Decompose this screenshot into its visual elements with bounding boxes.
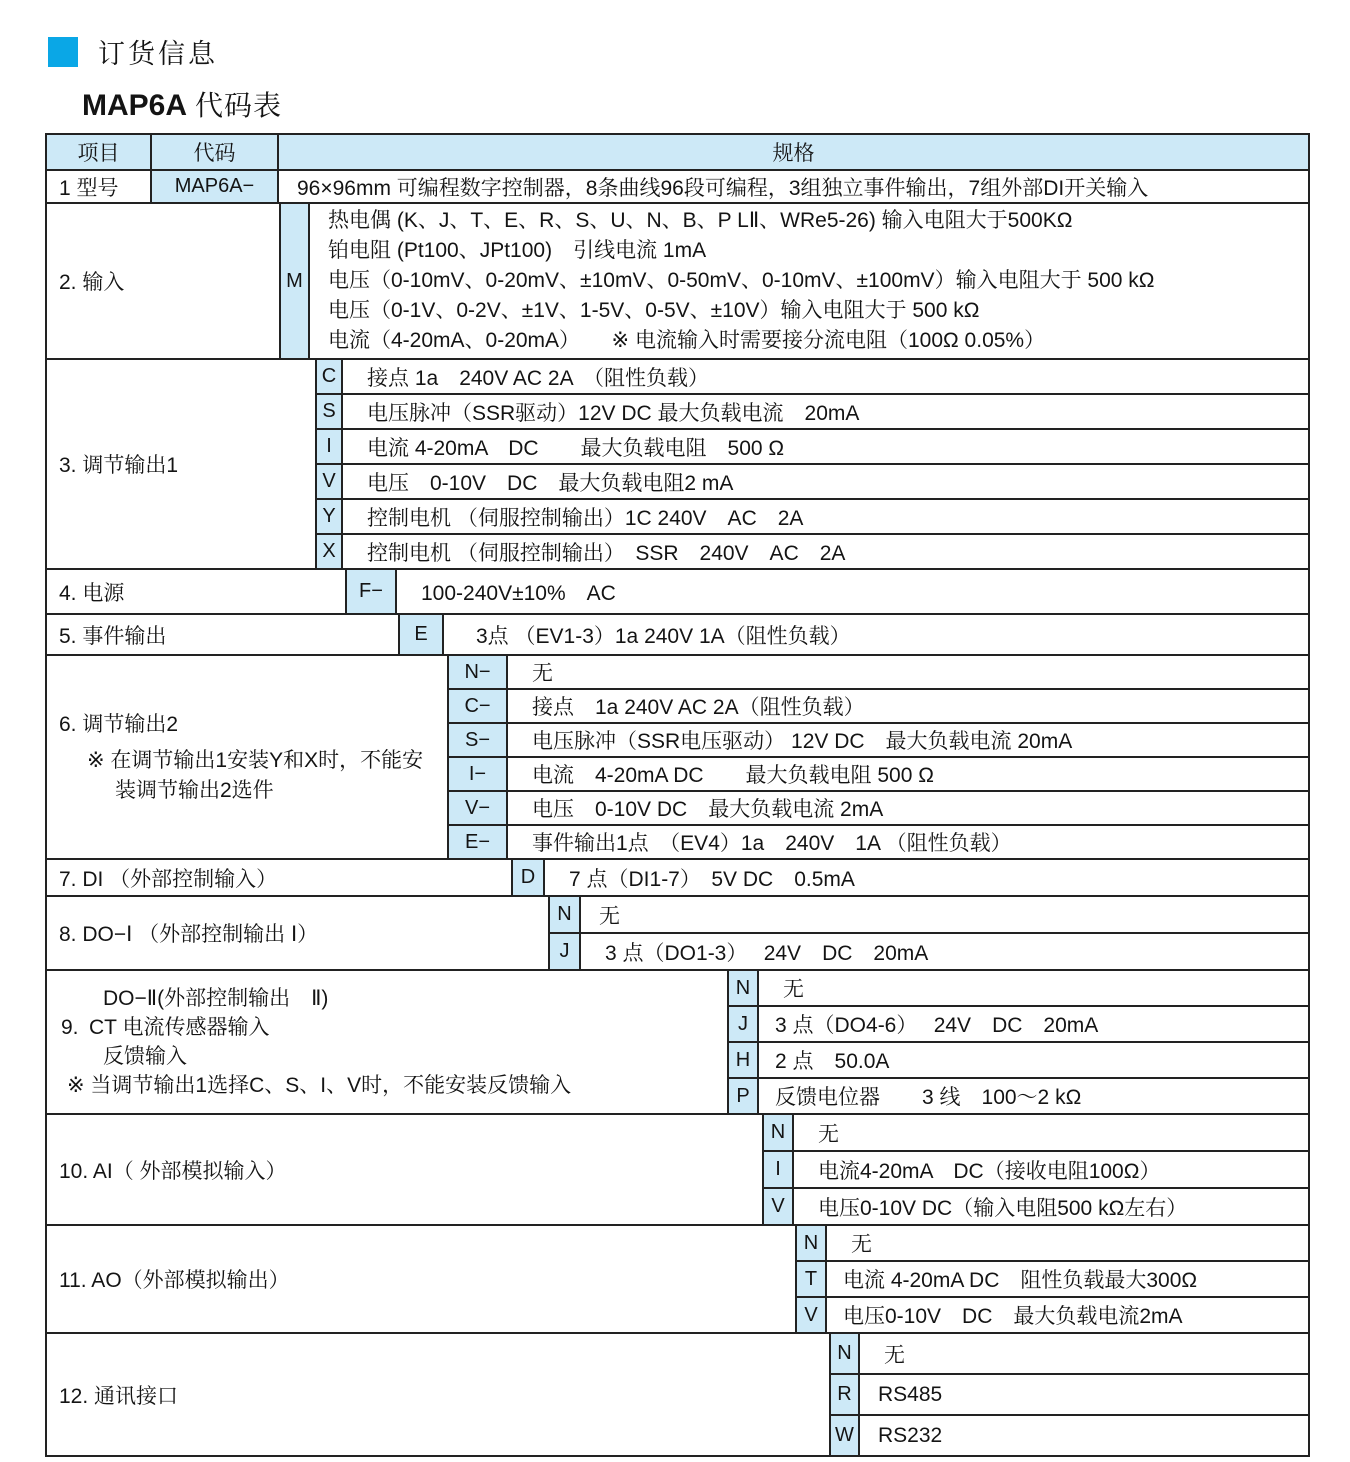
spec-cell	[310, 204, 1308, 358]
option-row	[447, 824, 1308, 858]
spec-cell: RS232	[878, 1423, 943, 1447]
spec-cell: 电压0-10V DC 最大负载电流2mA	[843, 1305, 1183, 1328]
spec-cell: 无	[532, 662, 553, 685]
spec-cell: 无	[599, 904, 620, 928]
table-row-input	[47, 202, 1308, 358]
code-cell: C	[315, 360, 343, 393]
option-row	[315, 360, 1308, 393]
option-row	[795, 1260, 1308, 1296]
code-cell: S	[315, 395, 343, 428]
table-header-row	[47, 135, 1308, 169]
code-cell: N	[829, 1334, 860, 1373]
spec-cell: 电压 0-10V DC 最大负载电阻2 mA	[367, 471, 734, 495]
spec-cell: 3 点（DO1-3） 24V DC 20mA	[605, 941, 929, 965]
code-cell: I−	[447, 758, 508, 790]
spec-line: 热电偶 (K、J、T、E、R、S、U、N、B、P LⅡ、WRe5-26) 输入电阻大于500KΩ	[328, 209, 1073, 232]
spec-cell: 3点 （EV1-3）1a 240V 1A（阻性负载）	[476, 624, 851, 648]
code-cell: Y	[315, 500, 343, 533]
table-title-model: MAP6A	[82, 89, 188, 122]
option-row	[447, 790, 1308, 824]
row-label-line: CT 电流传感器输入	[89, 1016, 270, 1039]
spec-line: 电压（0-1V、0-2V、±1V、1-5V、0-5V、±10V）输入电阻大于 500 kΩ	[328, 299, 980, 322]
code-cell: D	[511, 860, 545, 895]
option-row	[829, 1373, 1308, 1414]
code-cell: F−	[345, 570, 397, 613]
spec-cell: 电压脉冲（SSR驱动）12V DC 最大负载电流 20mA	[367, 401, 860, 425]
code-cell: X	[315, 535, 343, 568]
code-cell: N−	[447, 656, 508, 688]
code-cell: R	[829, 1375, 860, 1414]
option-row	[727, 1005, 1308, 1041]
table-row-control-output-1	[47, 358, 1308, 568]
option-row	[829, 1414, 1308, 1455]
option-row	[315, 393, 1308, 428]
spec-cell: 96×96mm 可编程数字控制器，8条曲线96段可编程，3组独立事件输出，7组外部DI开关输入	[297, 176, 1149, 200]
option-row	[447, 756, 1308, 790]
code-cell: C−	[447, 690, 508, 722]
spec-cell: 无	[783, 978, 804, 1001]
code-cell: V−	[447, 792, 508, 824]
row-label: 11. AO（外部模拟输出）	[59, 1269, 290, 1292]
option-row	[727, 971, 1308, 1005]
table-row-ai	[47, 1113, 1308, 1224]
table-row-event-output	[47, 613, 1308, 654]
spec-cell: 电流 4-20mA DC 最大负载电阻 500 Ω	[367, 436, 785, 460]
spec-cell: 电压0-10V DC（输入电阻500 kΩ左右）	[818, 1196, 1188, 1220]
row-label: 12. 通讯接口	[59, 1384, 179, 1408]
code-cell: E−	[447, 826, 508, 858]
spec-cell: 电流 4-20mA DC 阻性负载最大300Ω	[843, 1269, 1198, 1292]
option-row	[447, 656, 1308, 688]
code-cell: H	[727, 1043, 759, 1077]
row-label	[47, 656, 447, 858]
row-label: 5. 事件输出	[59, 624, 167, 648]
option-row	[315, 498, 1308, 533]
option-row	[548, 897, 1308, 932]
code-cell: E	[398, 615, 444, 654]
spec-cell: 事件输出1点 （EV4）1a 240V 1A （阻性负载）	[532, 832, 1012, 855]
spec-cell: 7 点（DI1-7） 5V DC 0.5mA	[569, 867, 855, 891]
spec-cell: 控制电机 （伺服控制输出）1C 240V AC 2A	[367, 506, 804, 530]
spec-cell: 无	[851, 1233, 872, 1256]
option-row	[727, 1077, 1308, 1113]
row-label-title: 6. 调节输出2	[59, 713, 179, 736]
order-code-table	[45, 133, 1310, 1457]
code-cell: T	[795, 1262, 827, 1296]
spec-line: 电流（4-20mA、0-20mA） ※ 电流输入时需要接分流电阻（100Ω 0.05%）	[328, 329, 1046, 352]
option-row	[795, 1296, 1308, 1332]
row-label-line: 反馈输入	[103, 1045, 187, 1068]
spec-line: 电压（0-10mV、0-20mV、±10mV、0-50mV、0-10mV、±100mV）输入电阻大于 500 kΩ	[328, 269, 1155, 292]
code-cell: N	[795, 1226, 827, 1260]
row-label: 1 型号	[59, 176, 119, 200]
code-cell: S−	[447, 724, 508, 756]
option-row	[762, 1150, 1308, 1187]
row-label-note: ※ 在调节输出1安装Y和X时，不能安装调节输出2选件	[87, 749, 424, 802]
spec-cell: 电流4-20mA DC（接收电阻100Ω）	[818, 1159, 1161, 1183]
header-cell-spec: 规格	[279, 135, 1308, 169]
table-row-do-2-ct-feedback	[47, 969, 1308, 1113]
section-heading-text: 订货信息	[98, 39, 218, 69]
table-row-do-1	[47, 895, 1308, 969]
header-cell-code: 代码	[150, 135, 279, 169]
row-label-note: ※ 当调节输出1选择C、S、I、V时，不能安装反馈输入	[67, 1074, 572, 1097]
spec-cell: 电压 0-10V DC 最大负载电流 2mA	[532, 798, 884, 821]
spec-cell: 100-240V±10% AC	[421, 581, 616, 605]
row-label: 7. DI （外部控制输入）	[59, 867, 278, 891]
spec-cell: 接点 1a 240V AC 2A（阻性负载）	[532, 696, 865, 719]
option-row	[829, 1334, 1308, 1373]
code-cell: J	[548, 934, 581, 969]
table-row-di	[47, 858, 1308, 895]
table-row-model	[47, 169, 1308, 202]
table-title-rest: 代码表	[195, 90, 283, 121]
code-cell: J	[727, 1007, 759, 1041]
code-cell: M	[279, 204, 310, 358]
row-label: 8. DO−Ⅰ （外部控制输出 Ⅰ）	[59, 923, 319, 946]
code-cell: MAP6A−	[150, 171, 279, 202]
spec-cell: 控制电机 （伺服控制输出） SSR 240V AC 2A	[367, 541, 846, 565]
row-label	[47, 971, 727, 1113]
row-label: 10. AI（ 外部模拟输入）	[59, 1159, 287, 1183]
code-cell: I	[762, 1152, 794, 1187]
option-row	[762, 1115, 1308, 1150]
option-row	[315, 533, 1308, 568]
option-row	[795, 1226, 1308, 1260]
row-label: 4. 电源	[59, 581, 125, 605]
option-row	[315, 463, 1308, 498]
code-cell: V	[795, 1298, 827, 1332]
spec-cell: 电流 4-20mA DC 最大负载电阻 500 Ω	[532, 764, 934, 787]
section-bullet-icon	[48, 37, 78, 67]
spec-cell: RS485	[878, 1382, 943, 1406]
option-row	[447, 722, 1308, 756]
table-row-ao	[47, 1224, 1308, 1332]
option-row	[548, 932, 1308, 969]
table-title	[82, 84, 282, 124]
spec-cell: 反馈电位器 3 线 100～2 kΩ	[775, 1086, 1082, 1109]
code-cell: V	[762, 1189, 794, 1224]
spec-cell: 2 点 50.0A	[775, 1050, 890, 1073]
option-row	[447, 688, 1308, 722]
code-cell: N	[727, 971, 759, 1005]
row-label: 2. 输入	[59, 271, 125, 294]
spec-cell: 电压脉冲（SSR电压驱动） 12V DC 最大负载电流 20mA	[532, 730, 1073, 753]
spec-cell: 接点 1a 240V AC 2A （阻性负载）	[367, 366, 709, 390]
spec-line: 铂电阻 (Pt100、JPt100) 引线电流 1mA	[328, 239, 707, 262]
code-cell: N	[548, 897, 581, 932]
table-row-comm-interface	[47, 1332, 1308, 1455]
header-cell-item: 项目	[47, 135, 150, 169]
spec-cell: 无	[818, 1122, 839, 1146]
row-label: 3. 调节输出1	[59, 454, 179, 477]
row-number: 9.	[61, 1016, 79, 1039]
code-cell: W	[829, 1416, 860, 1455]
code-cell: P	[727, 1079, 759, 1113]
code-cell: N	[762, 1115, 794, 1150]
row-label-line: DO−Ⅱ(外部控制输出 Ⅱ)	[103, 987, 329, 1010]
option-row	[727, 1041, 1308, 1077]
option-row	[762, 1187, 1308, 1224]
table-row-control-output-2	[47, 654, 1308, 858]
table-row-power	[47, 568, 1308, 613]
option-row	[315, 428, 1308, 463]
code-cell: I	[315, 430, 343, 463]
spec-cell: 3 点（DO4-6） 24V DC 20mA	[775, 1014, 1099, 1037]
code-cell: V	[315, 465, 343, 498]
spec-cell: 无	[884, 1343, 905, 1367]
section-heading	[48, 32, 218, 71]
